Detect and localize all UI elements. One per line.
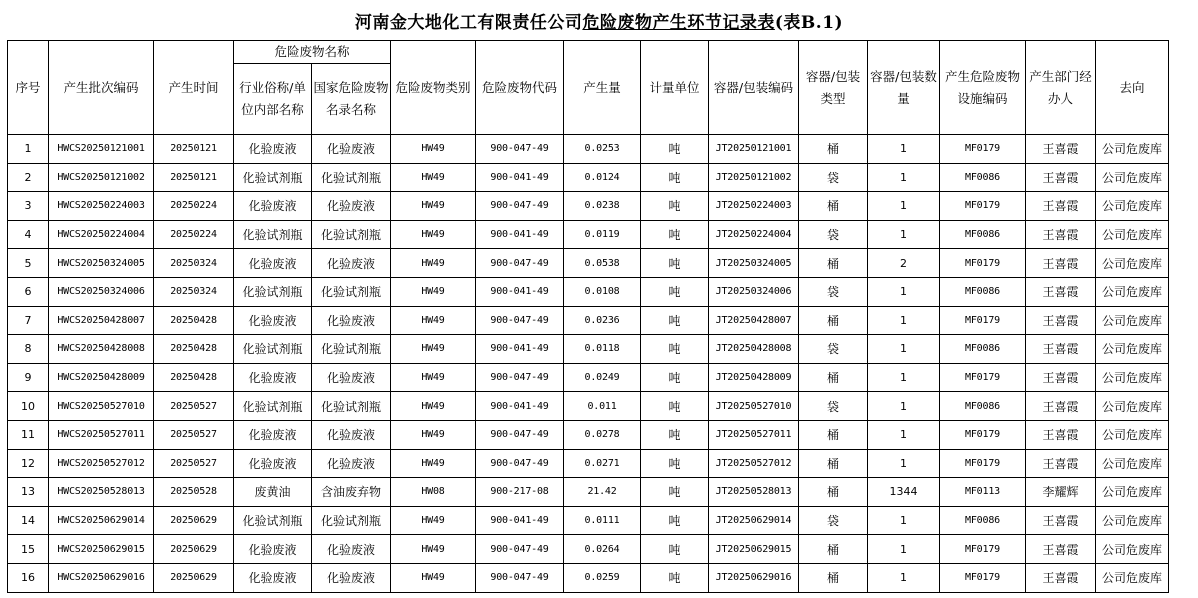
cell-seq: 6 — [8, 277, 49, 306]
cell-handler: 王喜霞 — [1026, 192, 1096, 221]
cell-seq: 14 — [8, 506, 49, 535]
cell-seq: 8 — [8, 335, 49, 364]
cell-seq: 7 — [8, 306, 49, 335]
cell-time: 20250121 — [154, 135, 234, 164]
table-row — [8, 563, 1169, 592]
cell-facility-code: MF0086 — [940, 392, 1026, 421]
cell-category: HW49 — [391, 249, 476, 278]
cell-container-count: 1 — [868, 420, 940, 449]
cell-unit: 吨 — [641, 478, 709, 507]
table-row — [8, 277, 1169, 306]
cell-batch-code: HWCS20250527012 — [49, 449, 154, 478]
cell-waste-code: 900-047-49 — [476, 563, 564, 592]
cell-facility-code: MF0179 — [940, 563, 1026, 592]
cell-quantity: 0.0264 — [564, 535, 641, 564]
title-ref: (表B.1) — [774, 12, 844, 33]
cell-batch-code: HWCS20250528013 — [49, 478, 154, 507]
cell-handler: 王喜霞 — [1026, 163, 1096, 192]
cell-time: 20250428 — [154, 363, 234, 392]
cell-container-count: 1 — [868, 335, 940, 364]
cell-category: HW49 — [391, 420, 476, 449]
cell-destination: 公司危废库 — [1096, 277, 1169, 306]
document-title — [0, 0, 1198, 40]
cell-container-type: 桶 — [799, 449, 868, 478]
table-row — [8, 192, 1169, 221]
cell-handler: 王喜霞 — [1026, 506, 1096, 535]
cell-national-name: 化验试剂瓶 — [312, 220, 391, 249]
cell-unit: 吨 — [641, 220, 709, 249]
cell-common-name: 化验废液 — [234, 420, 312, 449]
cell-container-count: 1344 — [868, 478, 940, 507]
cell-container-code: JT20250224004 — [709, 220, 799, 249]
cell-facility-code: MF0179 — [940, 192, 1026, 221]
table-row — [8, 135, 1169, 164]
cell-time: 20250527 — [154, 392, 234, 421]
cell-destination: 公司危废库 — [1096, 335, 1169, 364]
cell-national-name: 化验废液 — [312, 449, 391, 478]
header-unit: 计量单位 — [641, 41, 709, 135]
cell-seq: 4 — [8, 220, 49, 249]
cell-container-type: 桶 — [799, 535, 868, 564]
cell-common-name: 化验废液 — [234, 449, 312, 478]
cell-batch-code: HWCS20250324005 — [49, 249, 154, 278]
cell-national-name: 化验试剂瓶 — [312, 163, 391, 192]
cell-time: 20250527 — [154, 420, 234, 449]
cell-handler: 王喜霞 — [1026, 249, 1096, 278]
cell-container-count: 1 — [868, 306, 940, 335]
header-container-code: 容器/包装编码 — [709, 41, 799, 135]
cell-container-type: 袋 — [799, 163, 868, 192]
cell-quantity: 0.0259 — [564, 563, 641, 592]
cell-common-name: 化验试剂瓶 — [234, 220, 312, 249]
cell-batch-code: HWCS20250428009 — [49, 363, 154, 392]
cell-unit: 吨 — [641, 392, 709, 421]
cell-container-code: JT20250629016 — [709, 563, 799, 592]
cell-facility-code: MF0086 — [940, 277, 1026, 306]
header-row-1 — [8, 41, 1169, 64]
cell-container-count: 1 — [868, 363, 940, 392]
cell-seq: 5 — [8, 249, 49, 278]
cell-handler: 王喜霞 — [1026, 220, 1096, 249]
cell-category: HW49 — [391, 163, 476, 192]
cell-batch-code: HWCS20250629016 — [49, 563, 154, 592]
cell-container-count: 1 — [868, 163, 940, 192]
cell-container-type: 袋 — [799, 220, 868, 249]
cell-waste-code: 900-041-49 — [476, 392, 564, 421]
table-row — [8, 335, 1169, 364]
cell-container-code: JT20250527012 — [709, 449, 799, 478]
cell-container-type: 桶 — [799, 249, 868, 278]
cell-destination: 公司危废库 — [1096, 249, 1169, 278]
cell-unit: 吨 — [641, 506, 709, 535]
cell-category: HW49 — [391, 363, 476, 392]
cell-waste-code: 900-041-49 — [476, 277, 564, 306]
cell-category: HW49 — [391, 335, 476, 364]
cell-handler: 王喜霞 — [1026, 363, 1096, 392]
cell-batch-code: HWCS20250428007 — [49, 306, 154, 335]
header-common-name: 行业俗称/单位内部名称 — [234, 64, 312, 135]
cell-common-name: 化验废液 — [234, 135, 312, 164]
cell-common-name: 化验废液 — [234, 306, 312, 335]
cell-facility-code: MF0179 — [940, 535, 1026, 564]
table-row — [8, 449, 1169, 478]
cell-container-type: 桶 — [799, 363, 868, 392]
cell-waste-code: 900-047-49 — [476, 420, 564, 449]
cell-container-code: JT20250121001 — [709, 135, 799, 164]
cell-national-name: 化验废液 — [312, 135, 391, 164]
header-qty: 产生量 — [564, 41, 641, 135]
cell-common-name: 化验试剂瓶 — [234, 335, 312, 364]
cell-handler: 李耀辉 — [1026, 478, 1096, 507]
table-row — [8, 420, 1169, 449]
cell-container-type: 桶 — [799, 478, 868, 507]
cell-common-name: 化验废液 — [234, 363, 312, 392]
cell-container-type: 桶 — [799, 135, 868, 164]
cell-time: 20250224 — [154, 192, 234, 221]
header-dept: 产生部门经办人 — [1026, 41, 1096, 135]
header-code: 危险废物代码 — [476, 41, 564, 135]
cell-waste-code: 900-041-49 — [476, 506, 564, 535]
cell-unit: 吨 — [641, 535, 709, 564]
cell-category: HW49 — [391, 306, 476, 335]
cell-national-name: 化验废液 — [312, 192, 391, 221]
cell-destination: 公司危废库 — [1096, 163, 1169, 192]
cell-batch-code: HWCS20250121001 — [49, 135, 154, 164]
cell-container-code: JT20250428008 — [709, 335, 799, 364]
cell-facility-code: MF0179 — [940, 449, 1026, 478]
cell-seq: 2 — [8, 163, 49, 192]
cell-seq: 15 — [8, 535, 49, 564]
header-container-count: 容器/包装数量 — [868, 41, 940, 135]
cell-container-count: 1 — [868, 506, 940, 535]
cell-category: HW49 — [391, 506, 476, 535]
cell-unit: 吨 — [641, 192, 709, 221]
table-row — [8, 163, 1169, 192]
cell-national-name: 化验废液 — [312, 535, 391, 564]
cell-quantity: 0.0124 — [564, 163, 641, 192]
cell-container-type: 袋 — [799, 506, 868, 535]
cell-category: HW49 — [391, 392, 476, 421]
cell-common-name: 化验废液 — [234, 192, 312, 221]
cell-container-code: JT20250629014 — [709, 506, 799, 535]
cell-destination: 公司危废库 — [1096, 135, 1169, 164]
cell-facility-code: MF0179 — [940, 363, 1026, 392]
cell-container-count: 2 — [868, 249, 940, 278]
cell-quantity: 0.0236 — [564, 306, 641, 335]
cell-common-name: 化验试剂瓶 — [234, 163, 312, 192]
cell-batch-code: HWCS20250121002 — [49, 163, 154, 192]
cell-quantity: 0.0238 — [564, 192, 641, 221]
cell-quantity: 0.0119 — [564, 220, 641, 249]
cell-container-type: 袋 — [799, 335, 868, 364]
cell-category: HW49 — [391, 192, 476, 221]
cell-handler: 王喜霞 — [1026, 135, 1096, 164]
cell-destination: 公司危废库 — [1096, 220, 1169, 249]
cell-quantity: 0.0249 — [564, 363, 641, 392]
cell-handler: 王喜霞 — [1026, 420, 1096, 449]
cell-common-name: 化验废液 — [234, 535, 312, 564]
cell-seq: 16 — [8, 563, 49, 592]
cell-time: 20250324 — [154, 249, 234, 278]
header-name-group: 危险废物名称 — [234, 41, 391, 64]
cell-handler: 王喜霞 — [1026, 449, 1096, 478]
cell-waste-code: 900-041-49 — [476, 163, 564, 192]
cell-batch-code: HWCS20250527010 — [49, 392, 154, 421]
header-category: 危险废物类别 — [391, 41, 476, 135]
cell-quantity: 0.0253 — [564, 135, 641, 164]
cell-batch-code: HWCS20250527011 — [49, 420, 154, 449]
cell-batch-code: HWCS20250629014 — [49, 506, 154, 535]
cell-destination: 公司危废库 — [1096, 363, 1169, 392]
cell-batch-code: HWCS20250428008 — [49, 335, 154, 364]
cell-waste-code: 900-047-49 — [476, 135, 564, 164]
cell-container-type: 桶 — [799, 306, 868, 335]
cell-national-name: 含油废弃物 — [312, 478, 391, 507]
cell-facility-code: MF0113 — [940, 478, 1026, 507]
cell-quantity: 0.011 — [564, 392, 641, 421]
cell-container-code: JT20250324006 — [709, 277, 799, 306]
cell-facility-code: MF0086 — [940, 335, 1026, 364]
cell-waste-code: 900-041-49 — [476, 335, 564, 364]
cell-waste-code: 900-047-49 — [476, 363, 564, 392]
cell-unit: 吨 — [641, 563, 709, 592]
cell-common-name: 废黄油 — [234, 478, 312, 507]
cell-national-name: 化验试剂瓶 — [312, 392, 391, 421]
cell-container-code: JT20250428009 — [709, 363, 799, 392]
cell-category: HW49 — [391, 563, 476, 592]
cell-container-count: 1 — [868, 135, 940, 164]
cell-national-name: 化验废液 — [312, 306, 391, 335]
cell-category: HW49 — [391, 135, 476, 164]
cell-national-name: 化验废液 — [312, 363, 391, 392]
cell-time: 20250428 — [154, 335, 234, 364]
cell-unit: 吨 — [641, 163, 709, 192]
cell-container-code: JT20250224003 — [709, 192, 799, 221]
cell-destination: 公司危废库 — [1096, 535, 1169, 564]
cell-category: HW49 — [391, 220, 476, 249]
cell-quantity: 0.0108 — [564, 277, 641, 306]
cell-waste-code: 900-047-49 — [476, 249, 564, 278]
cell-destination: 公司危废库 — [1096, 392, 1169, 421]
cell-container-count: 1 — [868, 192, 940, 221]
cell-facility-code: MF0086 — [940, 220, 1026, 249]
cell-unit: 吨 — [641, 449, 709, 478]
cell-batch-code: HWCS20250324006 — [49, 277, 154, 306]
cell-container-count: 1 — [868, 449, 940, 478]
table-row — [8, 249, 1169, 278]
cell-waste-code: 900-041-49 — [476, 220, 564, 249]
header-national-name: 国家危险废物名录名称 — [312, 64, 391, 135]
cell-batch-code: HWCS20250629015 — [49, 535, 154, 564]
cell-container-count: 1 — [868, 220, 940, 249]
cell-time: 20250224 — [154, 220, 234, 249]
cell-destination: 公司危废库 — [1096, 449, 1169, 478]
cell-time: 20250527 — [154, 449, 234, 478]
cell-time: 20250324 — [154, 277, 234, 306]
cell-handler: 王喜霞 — [1026, 535, 1096, 564]
cell-handler: 王喜霞 — [1026, 306, 1096, 335]
cell-container-type: 袋 — [799, 392, 868, 421]
table-row — [8, 506, 1169, 535]
header-dest: 去向 — [1096, 41, 1169, 135]
cell-batch-code: HWCS20250224004 — [49, 220, 154, 249]
cell-time: 20250121 — [154, 163, 234, 192]
table-row — [8, 392, 1169, 421]
cell-seq: 10 — [8, 392, 49, 421]
cell-waste-code: 900-047-49 — [476, 192, 564, 221]
table-row — [8, 306, 1169, 335]
cell-category: HW49 — [391, 277, 476, 306]
header-facility: 产生危险废物设施编码 — [940, 41, 1026, 135]
cell-common-name: 化验废液 — [234, 249, 312, 278]
cell-time: 20250428 — [154, 306, 234, 335]
header-time: 产生时间 — [154, 41, 234, 135]
cell-quantity: 0.0278 — [564, 420, 641, 449]
cell-common-name: 化验试剂瓶 — [234, 506, 312, 535]
cell-national-name: 化验废液 — [312, 249, 391, 278]
cell-facility-code: MF0086 — [940, 506, 1026, 535]
cell-unit: 吨 — [641, 277, 709, 306]
cell-quantity: 0.0538 — [564, 249, 641, 278]
cell-facility-code: MF0179 — [940, 135, 1026, 164]
cell-seq: 13 — [8, 478, 49, 507]
cell-category: HW49 — [391, 449, 476, 478]
cell-quantity: 21.42 — [564, 478, 641, 507]
header-batch: 产生批次编码 — [49, 41, 154, 135]
cell-seq: 3 — [8, 192, 49, 221]
cell-unit: 吨 — [641, 335, 709, 364]
cell-container-code: JT20250527011 — [709, 420, 799, 449]
cell-category: HW08 — [391, 478, 476, 507]
cell-common-name: 化验废液 — [234, 563, 312, 592]
table-row — [8, 535, 1169, 564]
cell-container-code: JT20250121002 — [709, 163, 799, 192]
cell-handler: 王喜霞 — [1026, 392, 1096, 421]
cell-time: 20250629 — [154, 535, 234, 564]
table-row — [8, 220, 1169, 249]
cell-container-count: 1 — [868, 535, 940, 564]
cell-national-name: 化验试剂瓶 — [312, 277, 391, 306]
cell-common-name: 化验试剂瓶 — [234, 277, 312, 306]
cell-container-code: JT20250428007 — [709, 306, 799, 335]
cell-quantity: 0.0118 — [564, 335, 641, 364]
header-seq: 序号 — [8, 41, 49, 135]
cell-container-count: 1 — [868, 277, 940, 306]
cell-facility-code: MF0179 — [940, 420, 1026, 449]
header-container-type: 容器/包装类型 — [799, 41, 868, 135]
title-doc-name: 危险废物产生环节记录表 — [582, 12, 775, 33]
cell-seq: 1 — [8, 135, 49, 164]
cell-container-count: 1 — [868, 563, 940, 592]
cell-seq: 9 — [8, 363, 49, 392]
cell-container-code: JT20250528013 — [709, 478, 799, 507]
cell-container-code: JT20250629015 — [709, 535, 799, 564]
cell-destination: 公司危废库 — [1096, 506, 1169, 535]
cell-facility-code: MF0179 — [940, 306, 1026, 335]
cell-seq: 11 — [8, 420, 49, 449]
cell-handler: 王喜霞 — [1026, 563, 1096, 592]
cell-time: 20250629 — [154, 506, 234, 535]
cell-destination: 公司危废库 — [1096, 306, 1169, 335]
cell-time: 20250528 — [154, 478, 234, 507]
cell-container-code: JT20250324005 — [709, 249, 799, 278]
title-company: 河南金大地化工有限责任公司 — [354, 12, 583, 33]
cell-quantity: 0.0271 — [564, 449, 641, 478]
cell-facility-code: MF0179 — [940, 249, 1026, 278]
table-row — [8, 478, 1169, 507]
cell-container-type: 袋 — [799, 277, 868, 306]
waste-record-table — [7, 40, 1169, 593]
cell-unit: 吨 — [641, 249, 709, 278]
cell-national-name: 化验试剂瓶 — [312, 506, 391, 535]
table-row — [8, 363, 1169, 392]
cell-container-type: 桶 — [799, 192, 868, 221]
cell-container-code: JT20250527010 — [709, 392, 799, 421]
cell-destination: 公司危废库 — [1096, 420, 1169, 449]
cell-waste-code: 900-047-49 — [476, 306, 564, 335]
cell-waste-code: 900-217-08 — [476, 478, 564, 507]
cell-quantity: 0.0111 — [564, 506, 641, 535]
cell-unit: 吨 — [641, 306, 709, 335]
cell-national-name: 化验废液 — [312, 420, 391, 449]
cell-national-name: 化验试剂瓶 — [312, 335, 391, 364]
cell-destination: 公司危废库 — [1096, 192, 1169, 221]
cell-waste-code: 900-047-49 — [476, 535, 564, 564]
cell-time: 20250629 — [154, 563, 234, 592]
cell-container-type: 桶 — [799, 420, 868, 449]
cell-unit: 吨 — [641, 363, 709, 392]
cell-common-name: 化验试剂瓶 — [234, 392, 312, 421]
cell-handler: 王喜霞 — [1026, 335, 1096, 364]
cell-national-name: 化验废液 — [312, 563, 391, 592]
cell-container-count: 1 — [868, 392, 940, 421]
cell-unit: 吨 — [641, 135, 709, 164]
cell-category: HW49 — [391, 535, 476, 564]
cell-handler: 王喜霞 — [1026, 277, 1096, 306]
cell-destination: 公司危废库 — [1096, 478, 1169, 507]
cell-destination: 公司危废库 — [1096, 563, 1169, 592]
cell-waste-code: 900-047-49 — [476, 449, 564, 478]
cell-batch-code: HWCS20250224003 — [49, 192, 154, 221]
cell-facility-code: MF0086 — [940, 163, 1026, 192]
cell-container-type: 桶 — [799, 563, 868, 592]
cell-seq: 12 — [8, 449, 49, 478]
cell-unit: 吨 — [641, 420, 709, 449]
